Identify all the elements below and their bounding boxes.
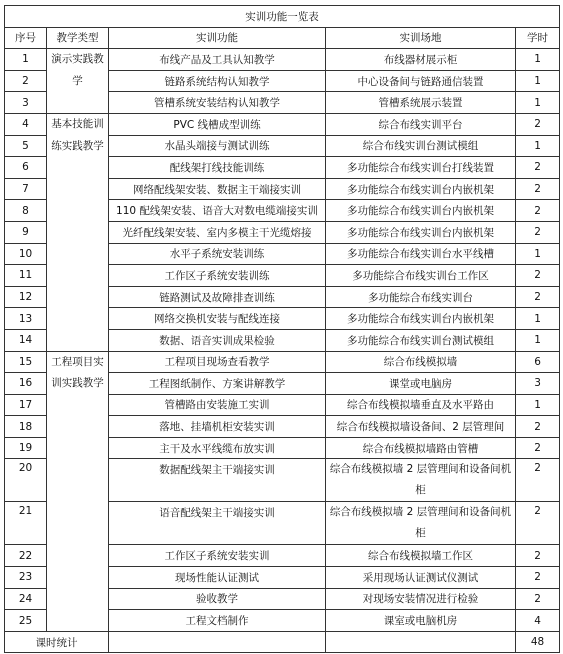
- venue-cell: 课堂或电脑房: [326, 373, 516, 395]
- hours-cell: 2: [516, 437, 560, 459]
- row-number: 21: [5, 502, 47, 545]
- footer-total: 48: [516, 631, 560, 653]
- hours-cell: 1: [516, 92, 560, 114]
- hours-cell: 3: [516, 373, 560, 395]
- function-cell: 落地、挂墙机柜安装实训: [109, 416, 326, 438]
- row-number: 20: [5, 459, 47, 502]
- table-body: [5, 6, 560, 653]
- hours-cell: 2: [516, 113, 560, 135]
- venue-cell: 综合布线模拟墙 2 层管理间和设备间机柜: [326, 502, 516, 545]
- hours-cell: 1: [516, 243, 560, 265]
- venue-cell: 管槽系统展示装置: [326, 92, 516, 114]
- table-footer-row: [5, 631, 560, 653]
- venue-cell: 采用现场认证测试仪测试: [326, 567, 516, 589]
- venue-cell: 综合布线实训台测试模组: [326, 135, 516, 157]
- function-cell: 语音配线架主干端接实训: [109, 502, 326, 545]
- row-number: 5: [5, 135, 47, 157]
- header-hours: 学时: [516, 27, 560, 49]
- row-number: 9: [5, 221, 47, 243]
- venue-cell: 多功能综合布线实训台水平线槽: [326, 243, 516, 265]
- row-number: 14: [5, 329, 47, 351]
- table-row: [5, 49, 560, 71]
- function-cell: 工程项目现场查看教学: [109, 351, 326, 373]
- table-title-row: [5, 6, 560, 28]
- row-number: 6: [5, 157, 47, 179]
- hours-cell: 4: [516, 610, 560, 632]
- venue-cell: 综合布线模拟墙垂直及水平路由: [326, 394, 516, 416]
- hours-cell: 6: [516, 351, 560, 373]
- venue-cell: 多功能综合布线实训台测试模组: [326, 329, 516, 351]
- row-number: 22: [5, 545, 47, 567]
- function-cell: 数据配线架主干端接实训: [109, 459, 326, 502]
- function-cell: 光纤配线架安装、室内多模主干光缆熔接: [109, 221, 326, 243]
- function-cell: 配线架打线技能训练: [109, 157, 326, 179]
- row-number: 11: [5, 265, 47, 287]
- row-number: 3: [5, 92, 47, 114]
- venue-cell: 中心设备间与链路通信装置: [326, 70, 516, 92]
- footer-empty-function: [109, 631, 326, 653]
- function-cell: 水晶头端接与测试训练: [109, 135, 326, 157]
- hours-cell: 2: [516, 567, 560, 589]
- row-number: 7: [5, 178, 47, 200]
- hours-cell: 2: [516, 545, 560, 567]
- function-cell: 现场性能认证测试: [109, 567, 326, 589]
- function-cell: 链路系统结构认知教学: [109, 70, 326, 92]
- hours-cell: 1: [516, 135, 560, 157]
- row-number: 10: [5, 243, 47, 265]
- venue-cell: 多功能综合布线实训台: [326, 286, 516, 308]
- venue-cell: 综合布线模拟墙: [326, 351, 516, 373]
- venue-cell: 课室或电脑机房: [326, 610, 516, 632]
- category-cell: 基本技能训练实践教学: [47, 113, 109, 351]
- hours-cell: 2: [516, 502, 560, 545]
- venue-cell: 综合布线模拟墙设备间、2 层管理间: [326, 416, 516, 438]
- table-row: [5, 351, 560, 373]
- venue-cell: 综合布线模拟墙 2 层管理间和设备间机柜: [326, 459, 516, 502]
- header-seq: 序号: [5, 27, 47, 49]
- function-cell: 网络交换机安装与配线连接: [109, 308, 326, 330]
- table-header-row: [5, 27, 560, 49]
- hours-cell: 2: [516, 588, 560, 610]
- row-number: 13: [5, 308, 47, 330]
- venue-cell: 布线器材展示柜: [326, 49, 516, 71]
- row-number: 12: [5, 286, 47, 308]
- hours-cell: 2: [516, 286, 560, 308]
- hours-cell: 2: [516, 416, 560, 438]
- category-cell: 工程项目实训实践教学: [47, 351, 109, 631]
- row-number: 2: [5, 70, 47, 92]
- footer-label: 课时统计: [5, 631, 109, 653]
- venue-cell: 综合布线模拟墙路由管槽: [326, 437, 516, 459]
- table-row: [5, 113, 560, 135]
- hours-cell: 2: [516, 178, 560, 200]
- hours-cell: 1: [516, 308, 560, 330]
- function-cell: 主干及水平线缆布放实训: [109, 437, 326, 459]
- hours-cell: 1: [516, 49, 560, 71]
- row-number: 24: [5, 588, 47, 610]
- venue-cell: 多功能综合布线实训台打线装置: [326, 157, 516, 179]
- header-type: 教学类型: [47, 27, 109, 49]
- function-cell: PVC 线槽成型训练: [109, 113, 326, 135]
- function-cell: 链路测试及故障排查训练: [109, 286, 326, 308]
- function-cell: 数据、语音实训成果检验: [109, 329, 326, 351]
- function-cell: 管槽系统安装结构认知教学: [109, 92, 326, 114]
- footer-empty-venue: [326, 631, 516, 653]
- venue-cell: 多功能综合布线实训台内嵌机架: [326, 308, 516, 330]
- venue-cell: 多功能综合布线实训台内嵌机架: [326, 221, 516, 243]
- hours-cell: 2: [516, 221, 560, 243]
- hours-cell: 1: [516, 70, 560, 92]
- function-cell: 网络配线架安装、数据主干端接实训: [109, 178, 326, 200]
- row-number: 17: [5, 394, 47, 416]
- row-number: 4: [5, 113, 47, 135]
- hours-cell: 2: [516, 459, 560, 502]
- venue-cell: 综合布线模拟墙工作区: [326, 545, 516, 567]
- venue-cell: 综合布线实训平台: [326, 113, 516, 135]
- row-number: 16: [5, 373, 47, 395]
- function-cell: 工程图纸制作、方案讲解教学: [109, 373, 326, 395]
- header-venue: 实训场地: [326, 27, 516, 49]
- row-number: 15: [5, 351, 47, 373]
- row-number: 25: [5, 610, 47, 632]
- hours-cell: 1: [516, 329, 560, 351]
- venue-cell: 对现场安装情况进行检验: [326, 588, 516, 610]
- row-number: 18: [5, 416, 47, 438]
- training-function-table: [4, 5, 560, 653]
- function-cell: 工程文档制作: [109, 610, 326, 632]
- row-number: 1: [5, 49, 47, 71]
- function-cell: 管槽路由安装施工实训: [109, 394, 326, 416]
- function-cell: 110 配线架安装、语音大对数电缆端接实训: [109, 200, 326, 222]
- hours-cell: 2: [516, 157, 560, 179]
- function-cell: 验收教学: [109, 588, 326, 610]
- row-number: 19: [5, 437, 47, 459]
- function-cell: 布线产品及工具认知教学: [109, 49, 326, 71]
- row-number: 8: [5, 200, 47, 222]
- row-number: 23: [5, 567, 47, 589]
- hours-cell: 1: [516, 394, 560, 416]
- venue-cell: 多功能综合布线实训台内嵌机架: [326, 178, 516, 200]
- function-cell: 工作区子系统安装实训: [109, 545, 326, 567]
- hours-cell: 2: [516, 265, 560, 287]
- venue-cell: 多功能综合布线实训台内嵌机架: [326, 200, 516, 222]
- function-cell: 工作区子系统安装训练: [109, 265, 326, 287]
- venue-cell: 多功能综合布线实训台工作区: [326, 265, 516, 287]
- function-cell: 水平子系统安装训练: [109, 243, 326, 265]
- table-title: 实训功能一览表: [5, 6, 560, 28]
- hours-cell: 2: [516, 200, 560, 222]
- category-cell: 演示实践教学: [47, 49, 109, 114]
- header-function: 实训功能: [109, 27, 326, 49]
